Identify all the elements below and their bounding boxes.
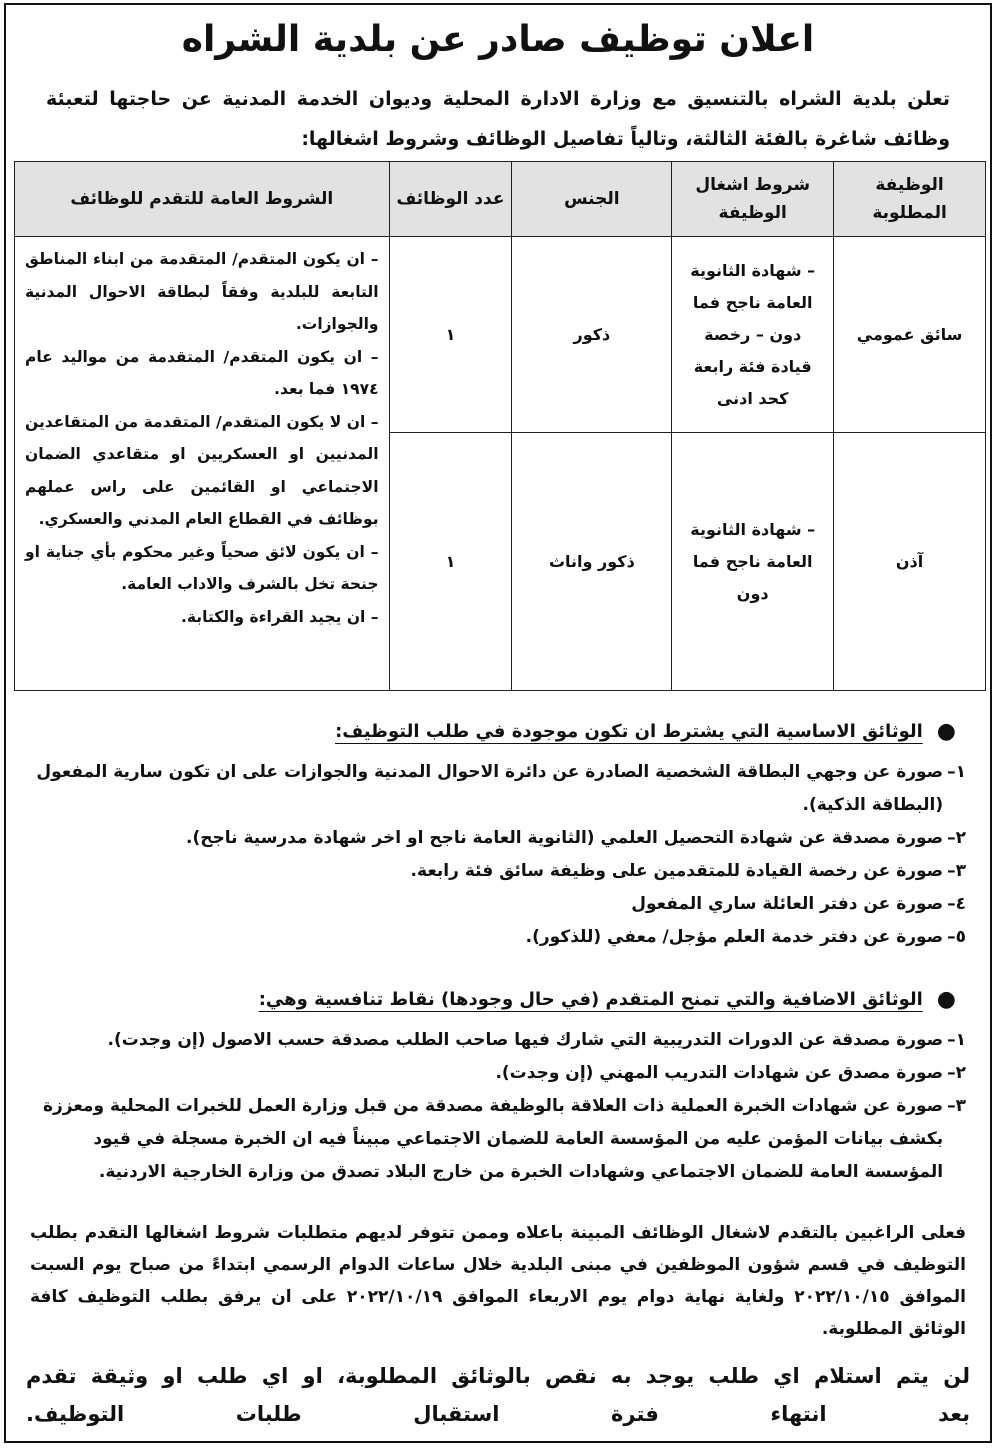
section-heading: الوثائق الاساسية التي يشترط ان تكون موجودة في طلب التوظيف: bbox=[335, 721, 923, 742]
list-item bbox=[30, 921, 966, 954]
count-cell: ١ bbox=[389, 433, 512, 691]
item-number: ٣– bbox=[947, 861, 966, 881]
list-item bbox=[30, 1090, 966, 1189]
job-conditions-cell: – شهادة الثانوية العامة ناجح فما دون bbox=[672, 433, 834, 691]
item-text: صورة عن رخصة القيادة للمتقدمين على وظيفة سائق فئة رابعة. bbox=[410, 861, 944, 881]
header-conditions: شروط اشغال الوظيفة bbox=[672, 162, 834, 237]
general-conditions-cell bbox=[15, 237, 390, 691]
item-text: صورة مصدقة عن الدورات التدريبية التي شارك فيها صاحب الطلب مصدقة حسب الاصول (إن وجدت). bbox=[107, 1030, 944, 1050]
header-job: الوظيفة المطلوبة bbox=[834, 162, 986, 237]
bullet-icon: ● bbox=[936, 719, 956, 744]
general-condition: – ان يكون المتقدم/ المتقدمة من مواليد عام ١٩٧٤ فما بعد. bbox=[25, 347, 379, 398]
general-condition: – ان يكون لائق صحياً وغير محكوم بأي جناية او جنحة تخل بالشرف والاداب العامة. bbox=[25, 542, 379, 593]
item-number: ١– bbox=[947, 762, 966, 782]
item-number: ٢– bbox=[947, 828, 966, 848]
advertisement-page bbox=[4, 3, 992, 1443]
header-gender: الجنس bbox=[512, 162, 672, 237]
jobs-table bbox=[14, 161, 986, 691]
gender-cell: ذكور bbox=[512, 237, 672, 433]
general-condition: – ان يكون المتقدم/ المتقدمة من ابناء المناطق التابعة للبلدية وفقاً لبطاقة الاحوال المدنية والجوازات. bbox=[25, 250, 379, 333]
table-row bbox=[15, 237, 986, 433]
extra-documents-section bbox=[30, 987, 966, 1189]
list-item bbox=[30, 1057, 966, 1090]
list-item bbox=[30, 855, 966, 888]
list-item bbox=[30, 822, 966, 855]
item-number: ٤– bbox=[947, 894, 966, 914]
general-condition: – ان يجيد القراءة والكتابة. bbox=[181, 607, 379, 626]
intro-paragraph: تعلن بلدية الشراه بالتنسيق مع وزارة الادارة المحلية وديوان الخدمة المدنية عن حاجتها لتعبئة وظائف شاغرة بالفئة الثالثة، وتالياً تفاصيل الوظائف وشروط اشغالها: bbox=[46, 88, 950, 150]
job-conditions-cell: – شهادة الثانوية العامة ناجح فما دون – رخصة قيادة فئة رابعة كحد ادنى bbox=[672, 237, 834, 433]
section-heading: الوثائق الاضافية والتي تمنح المتقدم (في حال وجودها) نقاط تنافسية وهي: bbox=[258, 989, 923, 1010]
job-title-cell: آذن bbox=[834, 433, 986, 691]
count-cell: ١ bbox=[389, 237, 512, 433]
item-text: صورة عن شهادات الخبرة العملية ذات العلاقة بالوظيفة مصدقة من قبل وزارة العمل للخبرات المحلية ومعززة بكشف بيانات المؤمن عليه من المؤسسة العامة للضمان الاجتماعي مبيناً فيه ان الخبرة مسجلة في قيود المؤسسة العامة للضمان الاجتماعي وشهادات الخبرة من خارج البلاد تصدق من وزارة الخارجية الاردنية. bbox=[42, 1096, 944, 1182]
item-number: ١– bbox=[947, 1030, 966, 1050]
item-text: صورة عن دفتر العائلة ساري المفعول bbox=[631, 894, 944, 914]
item-number: ٥– bbox=[947, 927, 966, 947]
list-item bbox=[30, 756, 966, 822]
gender-cell: ذكور واناث bbox=[512, 433, 672, 691]
bullet-icon: ● bbox=[936, 987, 956, 1012]
page-title: اعلان توظيف صادر عن بلدية الشراه bbox=[181, 19, 815, 60]
list-item bbox=[30, 1024, 966, 1057]
basic-documents-section bbox=[30, 719, 966, 954]
item-text: صورة مصدقة عن شهادة التحصيل العلمي (الثانوية العامة ناجح او اخر شهادة مدرسية ناجح). bbox=[186, 828, 944, 848]
item-text: صورة مصدق عن شهادات التدريب المهني (إن وجدت). bbox=[495, 1063, 944, 1083]
item-number: ٢– bbox=[947, 1063, 966, 1083]
header-count: عدد الوظائف bbox=[389, 162, 512, 237]
item-text: صورة عن دفتر خدمة العلم مؤجل/ معفي (للذكور). bbox=[525, 927, 944, 947]
warning-notice: لن يتم استلام اي طلب يوجد به نقص بالوثائق المطلوبة، او اي طلب او وثيقة تقدم بعد انتهاء فترة استقبال طلبات التوظيف. bbox=[26, 1364, 970, 1426]
job-title-cell: سائق عمومي bbox=[834, 237, 986, 433]
general-condition: – ان لا يكون المتقدم/ المتقدمة من المتقاعدين المدنيين او العسكريين او متقاعدي الضمان الاجتماعي او القائمين على راس عملهم بوظائف في القطاع العام المدني والعسكري. bbox=[25, 412, 379, 528]
closing-paragraph: فعلى الراغبين بالتقدم لاشغال الوظائف المبينة باعلاه وممن تتوفر لديهم متطلبات شروط اشغالها التقدم بطلب التوظيف في قسم شؤون الموظفين في مبنى البلدية خلال ساعات الدوام الرسمي ابتداءً من صباح يوم السبت الموافق ٢٠٢٢/١٠/١٥ ولغاية نهاية دوام يوم الاربعاء الموافق ٢٠٢٢/١٠/١٩ على ان يرفق بطلب التوظيف كافة الوثائق المطلوبة. bbox=[30, 1223, 967, 1339]
table-header-row bbox=[15, 162, 986, 237]
list-item bbox=[30, 888, 966, 921]
item-text: صورة عن وجهي البطاقة الشخصية الصادرة عن دائرة الاحوال المدنية والجوازات على ان تكون سارية المفعول (البطاقة الذكية). bbox=[36, 762, 944, 815]
item-number: ٣– bbox=[947, 1096, 966, 1116]
header-general: الشروط العامة للتقدم للوظائف bbox=[15, 162, 390, 237]
